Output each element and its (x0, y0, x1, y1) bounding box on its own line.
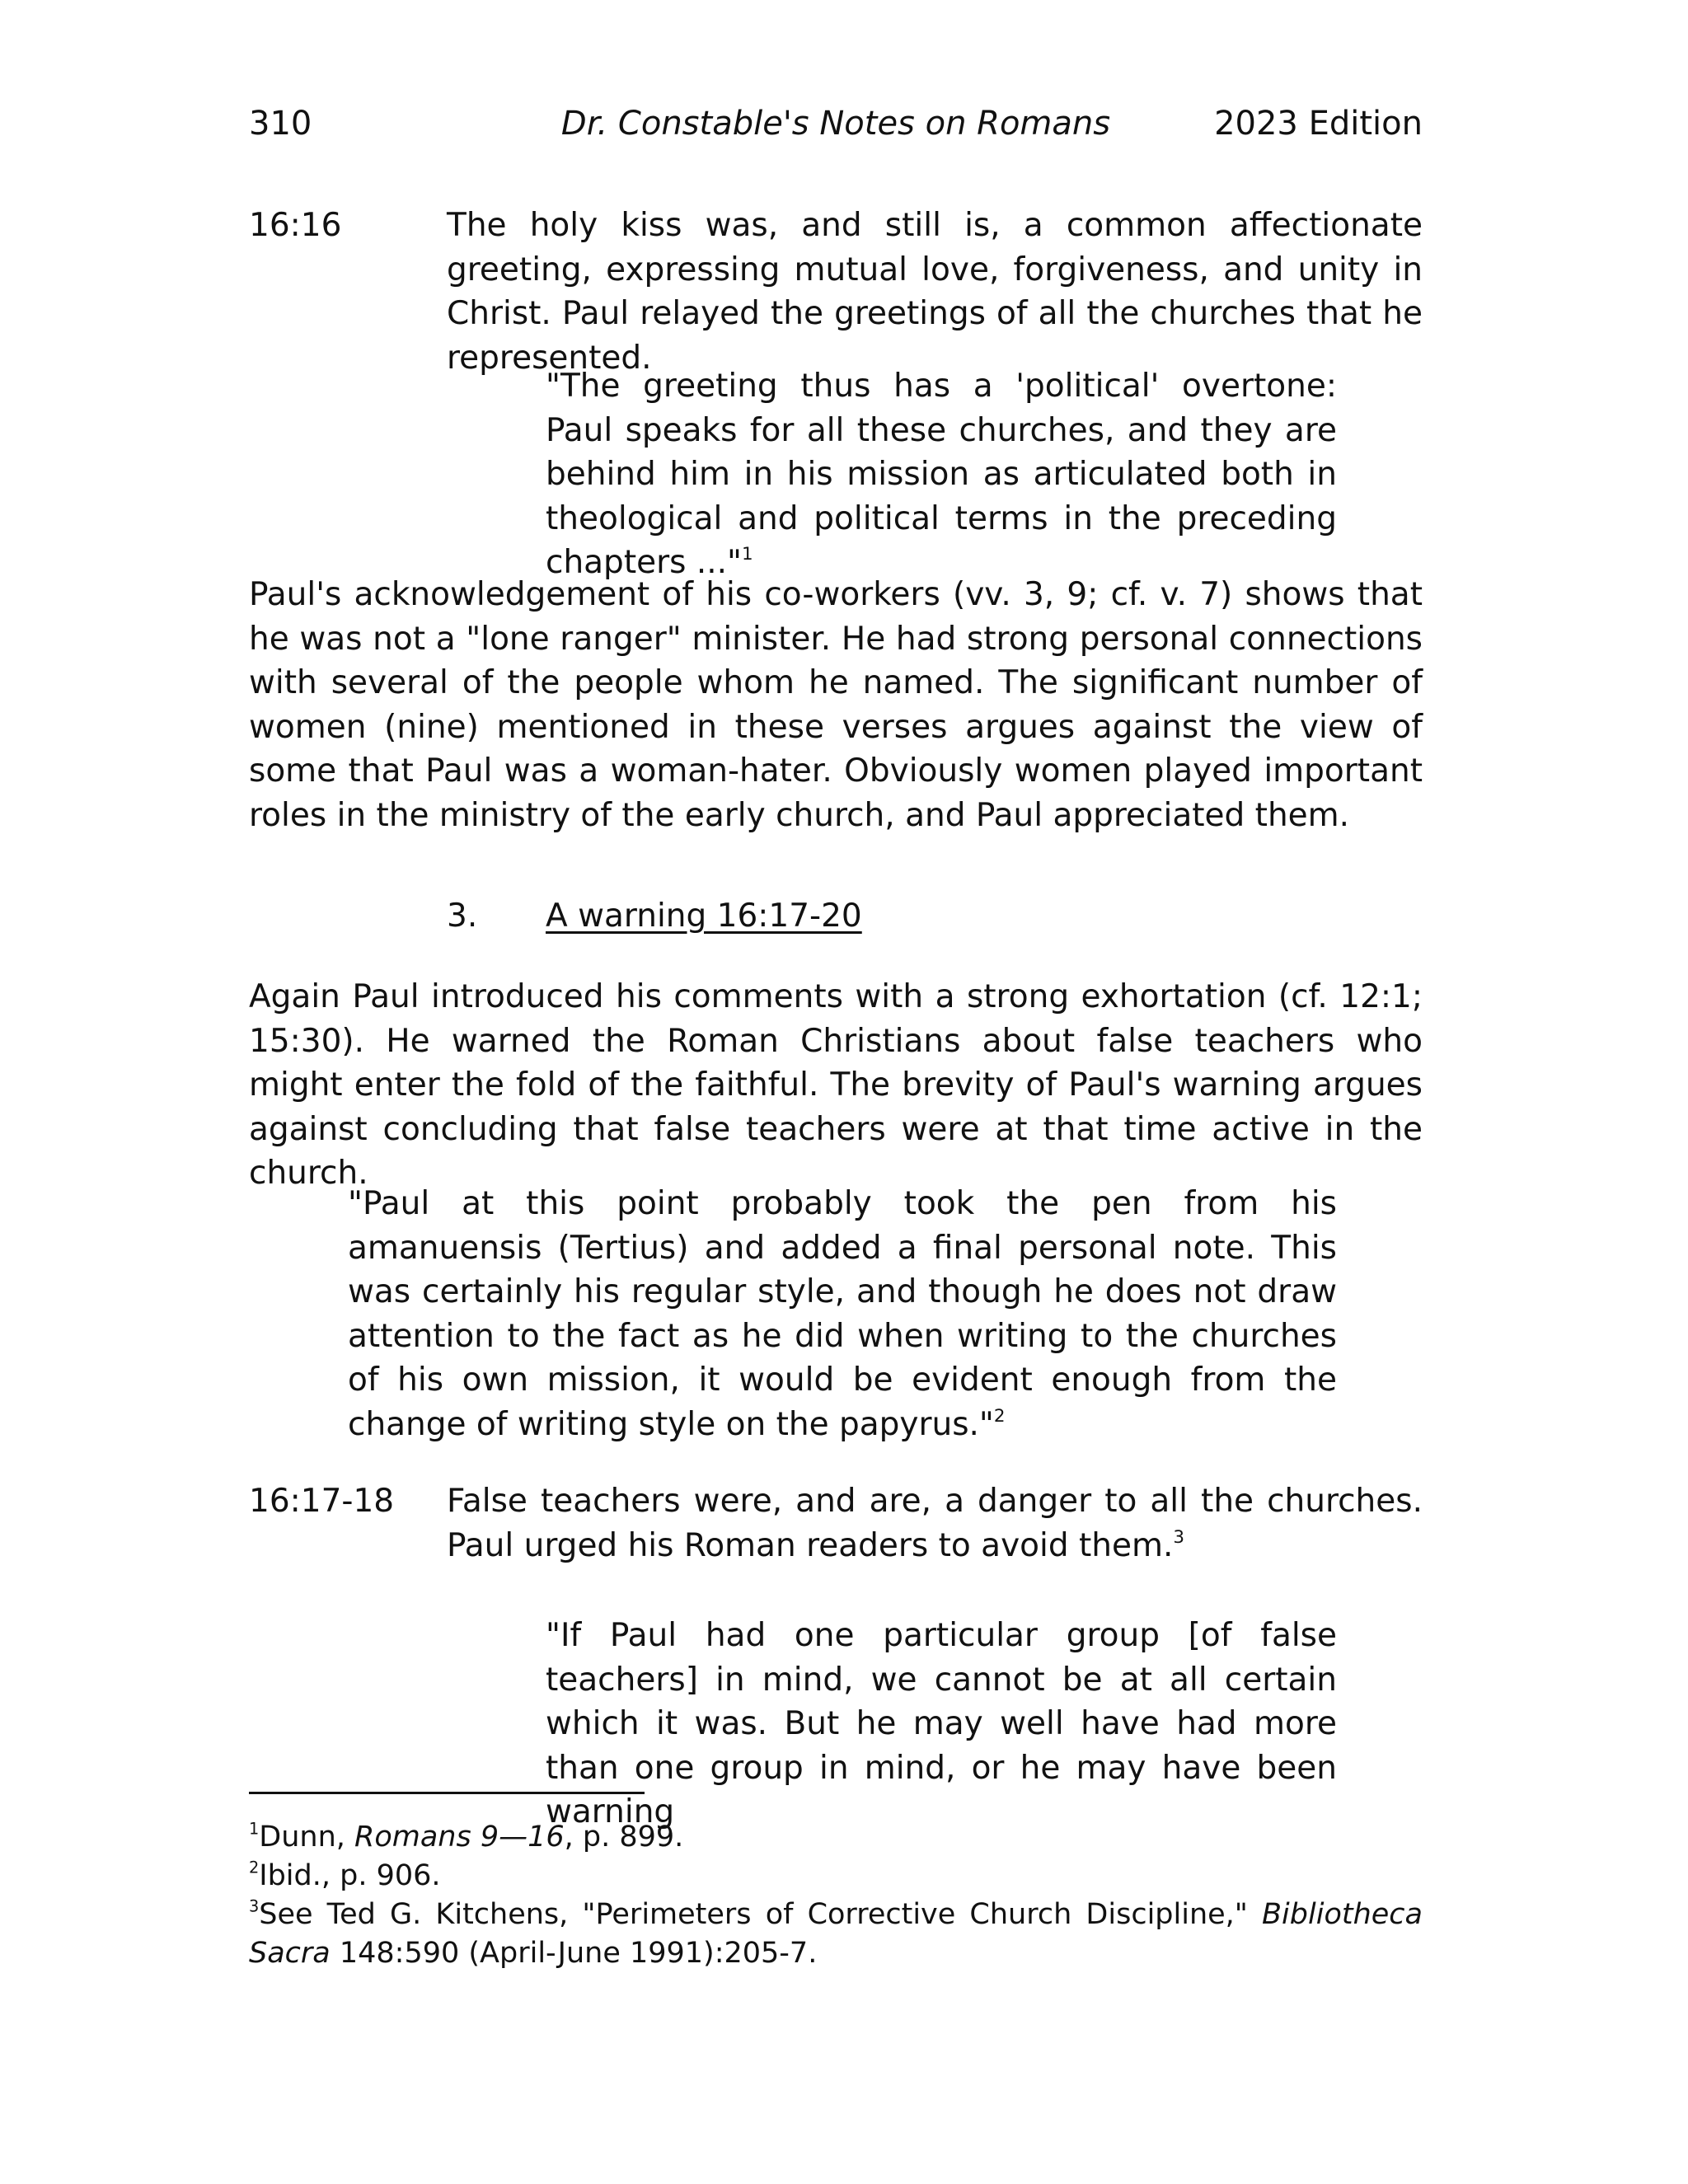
quote-text: "Paul at this point probably took the pen from his amanuensis (Tertius) and added a final personal note. This was certainly his regular style, and though he does not draw attention to the fact as he did when writing to the churches of his own mission, it would be evident enough from the change of writing style on the papyrus."$^2$ (348, 1185, 1337, 1443)
page-header (249, 101, 1423, 147)
verse-16-16 (249, 204, 1423, 380)
footnote-ref-3[interactable]: 3 (1173, 1526, 1185, 1548)
footnote-ref-1[interactable]: 1 (741, 543, 753, 565)
verse-ref: 16:17-18 (249, 1483, 395, 1520)
running-title: Dr. Constable's Notes on Romans (560, 105, 1111, 143)
footnote-1: $^1$Dunn, Romans 9—16, p. 899. (249, 1819, 684, 1854)
paragraph-coworkers: Paul's acknowledgement of his co-workers (vv. 3, 9; cf. v. 7) shows that he was not a "lone ranger" minister. He had strong personal connections with several of the people whom he named. The significant number of women (nine) mentioned in these verses argues against the view of some that Paul was a woman-hater. Obviously women played important roles in the ministry of the early church, and Paul appreciated them. (249, 576, 1423, 834)
page-number: 310 (249, 105, 312, 143)
section-heading (447, 894, 862, 939)
block-quote-1 (546, 364, 1337, 585)
verse-ref: 16:16 (249, 207, 342, 244)
footnotes (249, 1818, 1423, 1973)
section-number: 3. (447, 898, 478, 935)
footnote-ref-2[interactable]: 2 (993, 1405, 1006, 1427)
verse-text: The holy kiss was, and still is, a common affectionate greeting, expressing mutual love, forgiveness, and unity in Christ. Paul relayed the greetings of all the churches that he represented. (447, 207, 1423, 377)
verse-text: False teachers were, and are, a danger to all the churches. Paul urged his Roman readers to avoid them.$^3$ (447, 1483, 1423, 1564)
quote-text: "The greeting thus has a 'political' overtone: Paul speaks for all these churches, and they are behind him in his mission as articulated both in theological and political terms in the preceding chapters ..."$^1$ (546, 368, 1337, 581)
block-quote-2 (348, 1182, 1337, 1446)
quote-text: "If Paul had one particular group [of false teachers] in mind, we cannot be at all certain which it was. But he may well have had more than one group in mind, or he may have been warning (546, 1617, 1337, 1830)
verse-16-17-18 (249, 1479, 1423, 1568)
edition-label: 2023 Edition (1214, 105, 1423, 143)
section-title: A warning 16:17-20 (546, 898, 862, 935)
footnote-3: $^3$See Ted G. Kitchens, "Perimeters of Corrective Church Discipline," Bibliotheca Sacra 148:590 (April-June 1991):205-7. (249, 1896, 1423, 1970)
footnote-2: $^2$Ibid., p. 906. (249, 1858, 441, 1892)
paragraph-warning: Again Paul introduced his comments with a strong exhortation (cf. 12:1; 15:30). He warned the Roman Christians about false teachers who might enter the fold of the faithful. The brevity of Paul's warning argues against concluding that false teachers were at that time active in the church. (249, 978, 1423, 1192)
block-quote-3 (546, 1614, 1337, 1835)
footnote-divider (249, 1792, 645, 1794)
